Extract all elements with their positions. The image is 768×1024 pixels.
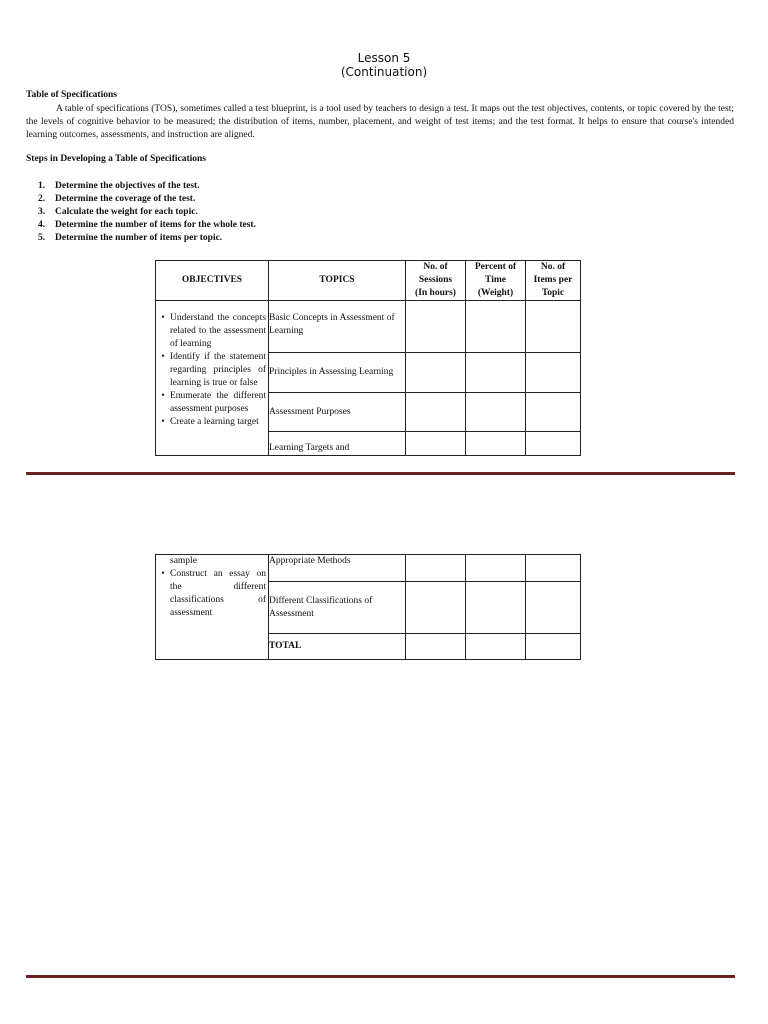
- list-item: [38, 219, 256, 232]
- table-row: [156, 555, 581, 582]
- percent-cell: [466, 432, 526, 456]
- objective-text: Create a learning target: [170, 417, 259, 427]
- objective-text: Identify if the statement regarding principles of learning is true or false: [170, 352, 266, 388]
- topic-cell: Basic Concepts in Assessment of Learning: [269, 301, 406, 353]
- header-percent: [466, 261, 526, 301]
- percent-cell: [466, 582, 526, 634]
- bullet-icon: •: [161, 391, 165, 401]
- items-cell: [526, 582, 581, 634]
- list-item: [38, 193, 256, 206]
- step-number: 4.: [38, 220, 46, 230]
- topic-cell: Appropriate Methods: [269, 555, 406, 582]
- objective-text: Enumerate the different assessment purposes: [170, 391, 266, 414]
- table-row: [156, 301, 581, 353]
- step-number: 5.: [38, 233, 46, 243]
- percent-cell: [466, 555, 526, 582]
- sessions-cell: [406, 582, 466, 634]
- header-sessions: [406, 261, 466, 301]
- list-item: [38, 232, 256, 245]
- header-line: (In hours): [415, 288, 456, 298]
- topic-cell: Different Classifications of Assessment: [269, 582, 406, 634]
- bullet-icon: •: [161, 569, 165, 579]
- sessions-cell: [406, 301, 466, 353]
- page-divider: [26, 472, 735, 475]
- items-cell: [526, 432, 581, 456]
- step-number: 2.: [38, 194, 46, 204]
- header-line: Topic: [541, 288, 565, 298]
- objective-text: Construct an essay on the different classifications of assessment: [170, 569, 266, 618]
- items-cell: [526, 353, 581, 393]
- objectives-cell: [156, 301, 269, 456]
- step-text: Determine the number of items per topic.: [55, 233, 223, 243]
- header-line: Time: [485, 275, 506, 285]
- sessions-cell: [406, 432, 466, 456]
- bullet-icon: •: [161, 352, 165, 362]
- steps-list: [38, 180, 256, 245]
- header-line: Percent of: [474, 262, 517, 272]
- percent-cell: [466, 353, 526, 393]
- lesson-subtitle: (Continuation): [340, 65, 428, 79]
- objective-item: [156, 416, 268, 429]
- tos-table-part2: [155, 554, 581, 660]
- topic-cell: Principles in Assessing Learning: [269, 353, 406, 393]
- bullet-icon: •: [161, 313, 165, 323]
- list-item: [38, 180, 256, 193]
- sessions-cell: [406, 393, 466, 432]
- step-text: Determine the objectives of the test.: [55, 181, 200, 191]
- sessions-cell: [406, 555, 466, 582]
- objective-item: [156, 568, 268, 620]
- objective-text: Understand the concepts related to the assessment of learning: [170, 313, 266, 349]
- tos-paragraph: A table of specifications (TOS), sometimes called a test blueprint, is a tool used by teachers to design a test. It maps out the test objectives, contents, or topic covered by the test; the levels of cognitive behavior to be measured; the distribution of items, number, placement, and weight of test items; and the test format. It helps to ensure that course's intended learning outcomes, assessments, and instruction are aligned.: [26, 104, 734, 140]
- objectives-cell: [156, 555, 269, 660]
- objective-item: [156, 312, 268, 351]
- header-items: [526, 261, 581, 301]
- topic-cell: Assessment Purposes: [269, 393, 406, 432]
- objective-item: [156, 390, 268, 416]
- items-cell: [526, 393, 581, 432]
- table-header-row: [156, 261, 581, 301]
- total-label: TOTAL: [269, 634, 406, 660]
- header-line: No. of: [540, 262, 566, 272]
- section-heading-tos: Table of Specifications: [26, 90, 117, 100]
- list-item: [38, 206, 256, 219]
- objective-item: [156, 555, 268, 568]
- items-cell: [526, 301, 581, 353]
- topic-cell: Learning Targets and: [269, 432, 406, 456]
- header-objectives: OBJECTIVES: [156, 261, 269, 301]
- page-divider: [26, 975, 735, 978]
- step-text: Determine the coverage of the test.: [55, 194, 196, 204]
- header-topics: TOPICS: [269, 261, 406, 301]
- sessions-cell: [406, 634, 466, 660]
- bullet-icon: •: [161, 417, 165, 427]
- header-line: (Weight): [477, 288, 514, 298]
- step-number: 3.: [38, 207, 46, 217]
- tos-table-part1: [155, 260, 581, 456]
- header-line: Sessions: [418, 275, 453, 285]
- sessions-cell: [406, 353, 466, 393]
- percent-cell: [466, 301, 526, 353]
- header-line: No. of: [423, 262, 448, 272]
- step-text: Calculate the weight for each topic.: [55, 207, 198, 217]
- section-heading-steps: Steps in Developing a Table of Specifications: [26, 154, 206, 164]
- objective-text: sample: [170, 556, 197, 566]
- lesson-title: Lesson 5: [357, 51, 411, 65]
- objective-item: [156, 351, 268, 390]
- step-number: 1.: [38, 181, 46, 191]
- items-cell: [526, 555, 581, 582]
- step-text: Determine the number of items for the whole test.: [55, 220, 256, 230]
- percent-cell: [466, 393, 526, 432]
- percent-cell: [466, 634, 526, 660]
- header-line: Items per: [533, 275, 573, 285]
- items-cell: [526, 634, 581, 660]
